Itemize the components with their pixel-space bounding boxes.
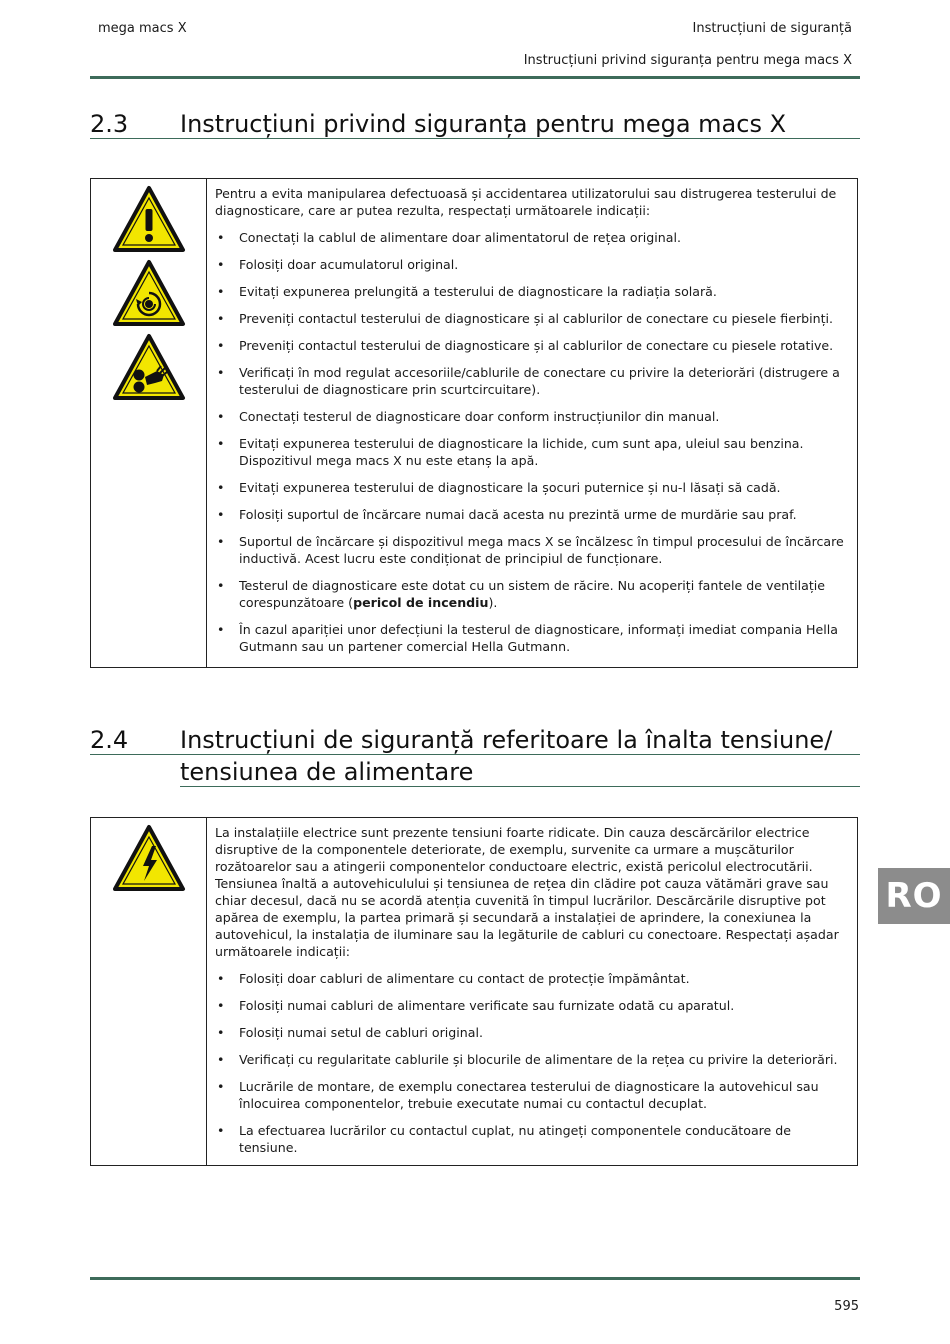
list-item: • Folosiți numai setul de cabluri original. [215,1024,849,1041]
language-tab: RO [878,868,950,924]
list-item: • Folosiți doar cabluri de alimentare cu contact de protecție împământat. [215,970,849,987]
list-item-fire-hazard [215,577,849,611]
list-item: • Folosiți suportul de încărcare numai dacă acesta nu prezintă urme de murdărie sau praf. [215,506,849,523]
list-item: • Evitați expunerea testerului de diagnosticare la lichide, cum sunt apa, uleiul sau benzina. Dispozitivul mega macs X nu este etanș la apă. [215,435,849,469]
warning-icons-column [91,179,207,667]
list-item: • Folosiți numai cabluri de alimentare verificate sau furnizate odată cu aparatul. [215,997,849,1014]
section-2-3-heading [90,110,860,140]
section-number: 2.3 [90,110,129,138]
safety-box-2-3 [90,178,858,668]
warning-icons-column [91,818,207,1165]
rotating-parts-warning-icon [112,259,186,327]
safety-text-2-3 [207,179,857,667]
list-item: • Preveniți contactul testerului de diagnosticare și al cablurilor de conectare cu piesele rotative. [215,337,849,354]
list-item: • Evitați expunerea testerului de diagnosticare la șocuri puternice și nu-l lăsați să cadă. [215,479,849,496]
fire-item-text: Testerul de diagnosticare este dotat cu un sistem de răcire. Nu acoperiți fantele de ventilație corespunzătoare ( [239,578,826,610]
safety-text-2-4 [207,818,857,1165]
fire-hazard-emphasis: pericol de incendiu [353,595,489,610]
list-item: • În cazul apariției unor defecțiuni la testerul de diagnosticare, informați imediat compania Hella Gutmann sau un partener comercial Hella Gutmann. [215,621,849,655]
list-item: • Preveniți contactul testerului de diagnosticare și al cablurilor de conectare cu piesele fierbinți. [215,310,849,327]
footer-rule [90,1277,860,1280]
list-item: • Lucrările de montare, de exemplu conectarea testerului de diagnosticare la autovehicul sau înlocuirea componentelor, trebuie executate numai cu contactul decuplat. [215,1078,849,1112]
heading-underline [90,754,860,755]
general-warning-icon [112,185,186,253]
intro-paragraph: La instalațiile electrice sunt prezente tensiuni foarte ridicate. Din cauza descărcărilor electrice disruptive de la componentele deteriorate, de exemplu, survenite ca urmare a mușcăturilor rozătoarelor sau a atingerii componentelor conductoare electric, există pericolul electrocutării. Tensiunea înaltă a autovehiculului și tensiunea de rețea din clădire pot cauza vătămări grave sau chiar decesul, dacă nu se acordă atenția cuvenită în timpul lucrărilor. Descărcările disruptive pot apărea de exemplu, la partea primară și secundară a instalației de aprindere, la conexiunea la autovehicul, la instalația de iluminare sau la legăturile de cabluri cu conectoare. Respectați așadar următoarele indicații: [215,825,839,959]
safety-list-2-4 [215,970,849,1156]
header-rule [90,76,860,79]
section-number: 2.4 [90,726,129,754]
hand-entanglement-warning-icon [112,333,186,401]
header-section-title: Instrucțiuni privind siguranța pentru mega macs X [523,53,852,68]
list-item: • Evitați expunerea prelungită a testerului de diagnosticare la radiația solară. [215,283,849,300]
safety-list-2-3 [215,229,849,655]
list-item: • Suportul de încărcare și dispozitivul mega macs X se încălzesc în timpul procesului de încărcare inductivă. Acest lucru este condiționat de principiul de funcționare. [215,533,849,567]
list-item: • Folosiți doar acumulatorul original. [215,256,849,273]
header-product-name: mega macs X [98,21,187,36]
list-item: • Conectați la cablul de alimentare doar alimentatorul de rețea original. [215,229,849,246]
safety-box-2-4 [90,817,858,1166]
header-chapter-title: Instrucțiuni de siguranță [692,21,852,36]
list-item: • La efectuarea lucrărilor cu contactul cuplat, nu atingeți componentele conducătoare de tensiune. [215,1122,849,1156]
list-item: • Conectați testerul de diagnosticare doar conform instrucțiunilor din manual. [215,408,849,425]
section-title-line-1: Instrucțiuni de siguranță referitoare la înalta tensiune/ [180,726,833,754]
list-item: • Verificați cu regularitate cablurile și blocurile de alimentare de la rețea cu privire la deteriorări. [215,1051,849,1068]
section-2-4-heading [90,726,860,788]
section-title: Instrucțiuni privind siguranța pentru mega macs X [180,110,787,138]
page-number: 595 [834,1299,859,1314]
intro-paragraph: Pentru a evita manipularea defectuoasă și accidentarea utilizatorului sau distrugerea testerului de diagnosticare, care ar putea rezulta, respectați următoarele indicații: [215,186,837,218]
high-voltage-warning-icon [112,824,186,892]
fire-item-end: ). [488,595,498,610]
section-title-line-2: tensiunea de alimentare [180,758,860,787]
heading-underline [90,138,860,139]
list-item: • Verificați în mod regulat accesoriile/cablurile de conectare cu privire la deteriorări (distrugere a testerului de diagnosticare prin scurtcircuitare). [215,364,849,398]
